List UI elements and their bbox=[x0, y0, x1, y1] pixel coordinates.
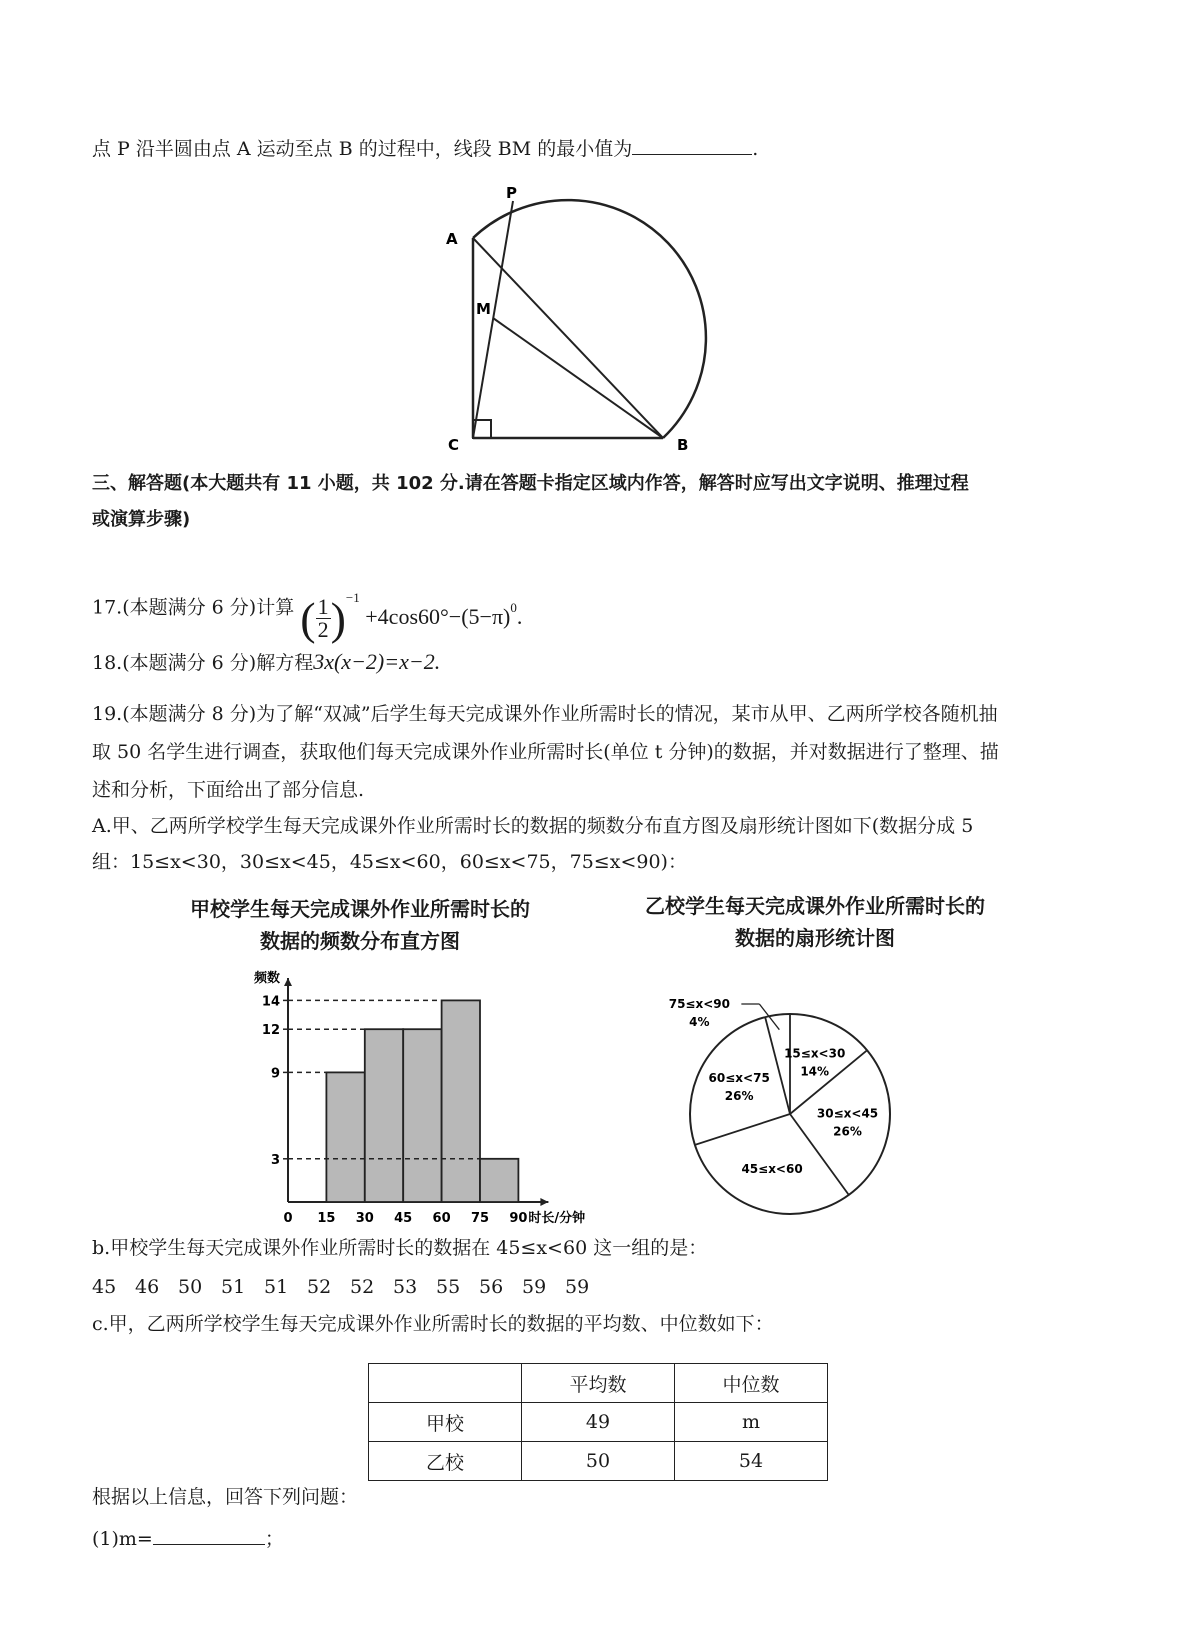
histogram-bar bbox=[480, 1159, 518, 1202]
q16-text: 点 P 沿半圆由点 A 运动至点 B 的过程中，线段 BM 的最小值为 bbox=[92, 138, 633, 160]
q17-numerator: 1 bbox=[317, 594, 329, 620]
histogram-title bbox=[145, 893, 575, 957]
q19-part-b-values bbox=[92, 1273, 608, 1301]
table-cell: 乙校 bbox=[369, 1442, 522, 1481]
y-tick-label: 9 bbox=[270, 1066, 280, 1082]
histogram-bar bbox=[442, 1000, 480, 1202]
q19-part-c-line: c.甲，乙两所学校学生每天完成课外作业所需时长的数据的平均数、中位数如下： bbox=[92, 1313, 774, 1335]
pie-slice-label: 15≤x<30 bbox=[784, 1046, 846, 1061]
q17-middle: +4cos60°−(5−π) bbox=[365, 604, 511, 629]
x-tick-label: 0 bbox=[283, 1211, 293, 1226]
q17-prefix: 17.(本题满分 6 分)计算 bbox=[92, 596, 295, 619]
histogram-chart bbox=[240, 962, 586, 1232]
table-header-cell: 中位数 bbox=[675, 1364, 828, 1403]
q17-denominator: 2 bbox=[317, 617, 329, 643]
x-tick-label: 30 bbox=[355, 1211, 374, 1226]
table-header-row bbox=[369, 1364, 828, 1403]
table-header-cell bbox=[369, 1364, 522, 1403]
q16-question-line bbox=[92, 134, 758, 163]
q17-exponent2: 0 bbox=[510, 600, 517, 615]
segment-cp bbox=[473, 201, 513, 438]
q16-answer-blank bbox=[632, 134, 752, 155]
histogram-bar bbox=[403, 1029, 441, 1202]
section3-heading-line2: 或演算步骤) bbox=[92, 509, 191, 530]
part-b-value: 59 bbox=[565, 1276, 590, 1298]
pie-slice-label: 30≤x<45 bbox=[816, 1106, 879, 1121]
pie-chart bbox=[650, 962, 1070, 1242]
q19-part-a-line1: A.甲、乙两所学校学生每天完成课外作业所需时长的数据的频数分布直方图及扇形统计图如下(数据分成 5 bbox=[92, 815, 974, 837]
segment-mb bbox=[493, 318, 663, 438]
pie-title-line2: 数据的扇形统计图 bbox=[735, 926, 895, 950]
pie-slice-boundary bbox=[695, 1114, 790, 1145]
part-b-value: 46 bbox=[135, 1276, 160, 1298]
table-cell: 甲校 bbox=[369, 1403, 522, 1442]
x-tick-label: 15 bbox=[317, 1211, 336, 1226]
pie-slice-percent: 14% bbox=[800, 1064, 830, 1079]
q17-end: . bbox=[516, 604, 523, 629]
q17-line bbox=[92, 568, 523, 644]
label-b: B bbox=[677, 436, 689, 454]
label-c: C bbox=[448, 436, 460, 454]
label-p: P bbox=[506, 184, 517, 202]
table-header-cell: 平均数 bbox=[522, 1364, 675, 1403]
q18-prefix: 18.(本题满分 6 分)解方程 bbox=[92, 652, 314, 674]
q17-expression: ( $\frac{1}{2}$ )$^{-1} +4\cos 60^\circ-(5-\pi)^0$. bbox=[300, 590, 523, 644]
q19-sub1-answer-blank bbox=[153, 1524, 265, 1545]
pie-slice-percent: 26% bbox=[833, 1124, 862, 1139]
histogram-title-line1: 甲校学生每天完成课外作业所需时长的 bbox=[190, 897, 530, 921]
table-cell: 49 bbox=[522, 1403, 675, 1442]
q19-part-b-line: b.甲校学生每天完成课外作业所需时长的数据在 45≤x<60 这一组的是： bbox=[92, 1237, 708, 1259]
q16-end: . bbox=[752, 138, 759, 160]
x-axis-label: 时长/分钟 bbox=[528, 1211, 586, 1226]
table-row bbox=[369, 1442, 828, 1481]
table-cell: 50 bbox=[522, 1442, 675, 1481]
table-cell: m bbox=[675, 1403, 828, 1442]
part-b-value: 56 bbox=[479, 1276, 504, 1298]
q19-line2: 取 50 名学生进行调查，获取他们每天完成课外作业所需时长(单位 t 分钟)的数据，并对数据进行了整理、描 bbox=[92, 741, 999, 763]
y-tick-label: 12 bbox=[261, 1023, 280, 1039]
part-b-value: 52 bbox=[350, 1276, 375, 1298]
q17-exponent1: −1 bbox=[345, 590, 360, 605]
histogram-bar bbox=[326, 1072, 364, 1202]
histogram-bar bbox=[365, 1029, 403, 1202]
pie-slice-boundary bbox=[765, 1017, 790, 1114]
table-cell: 54 bbox=[675, 1442, 828, 1481]
x-tick-label: 45 bbox=[394, 1211, 413, 1226]
y-axis-label: 频数 bbox=[254, 971, 281, 986]
q18-line bbox=[92, 648, 440, 677]
q19-question-intro: 根据以上信息，回答下列问题： bbox=[92, 1486, 359, 1508]
section3-heading-line1: 三、解答题(本大题共有 11 小题，共 102 分.请在答题卡指定区域内作答，解答时应写出文字说明、推理过程 bbox=[92, 473, 969, 494]
stats-table bbox=[368, 1363, 828, 1481]
semicircle-geometry-figure bbox=[440, 178, 700, 458]
pie-title-line1: 乙校学生每天完成课外作业所需时长的 bbox=[645, 894, 985, 918]
pie-slice-label: 60≤x<75 bbox=[708, 1071, 770, 1086]
pie-slice-label: 75≤x<90 bbox=[668, 997, 730, 1011]
x-tick-label: 60 bbox=[432, 1211, 451, 1226]
pie-slice-percent: 4% bbox=[689, 1015, 710, 1029]
pie-leader-line bbox=[759, 1004, 779, 1030]
part-b-value: 51 bbox=[264, 1276, 289, 1298]
part-b-value: 55 bbox=[436, 1276, 461, 1298]
part-b-value: 50 bbox=[178, 1276, 203, 1298]
table-row bbox=[369, 1403, 828, 1442]
pie-slice-label: 45≤x<60 bbox=[741, 1162, 803, 1177]
part-b-value: 45 bbox=[92, 1276, 117, 1298]
q19-line1: 19.(本题满分 8 分)为了解“双减”后学生每天完成课外作业所需时长的情况，某市从甲、乙两所学校各随机抽 bbox=[92, 703, 998, 725]
x-tick-label: 90 bbox=[509, 1211, 528, 1226]
pie-slice-percent: 26% bbox=[724, 1089, 754, 1104]
label-a: A bbox=[446, 230, 458, 248]
q19-part-a-line2: 组：15≤x<30，30≤x<45，45≤x<60，60≤x<75，75≤x<90)： bbox=[92, 851, 687, 873]
label-m: M bbox=[476, 300, 491, 318]
y-axis-arrow bbox=[284, 978, 292, 986]
q19-sub1-label: (1)m= bbox=[92, 1528, 153, 1550]
pie-title bbox=[600, 890, 1030, 954]
y-tick-label: 14 bbox=[261, 994, 280, 1010]
part-b-value: 53 bbox=[393, 1276, 418, 1298]
y-tick-label: 3 bbox=[270, 1152, 280, 1168]
x-axis-arrow bbox=[540, 1198, 548, 1206]
q19-sub1-line bbox=[92, 1524, 284, 1553]
histogram-title-line2: 数据的频数分布直方图 bbox=[260, 929, 460, 953]
part-b-value: 59 bbox=[522, 1276, 547, 1298]
q19-line3: 述和分析，下面给出了部分信息. bbox=[92, 779, 365, 801]
part-b-value: 52 bbox=[307, 1276, 332, 1298]
q19-sub1-end: ； bbox=[264, 1528, 284, 1550]
part-b-value: 51 bbox=[221, 1276, 246, 1298]
x-tick-label: 75 bbox=[470, 1211, 490, 1226]
q18-equation: 3x(x−2)=x−2. bbox=[313, 649, 441, 674]
